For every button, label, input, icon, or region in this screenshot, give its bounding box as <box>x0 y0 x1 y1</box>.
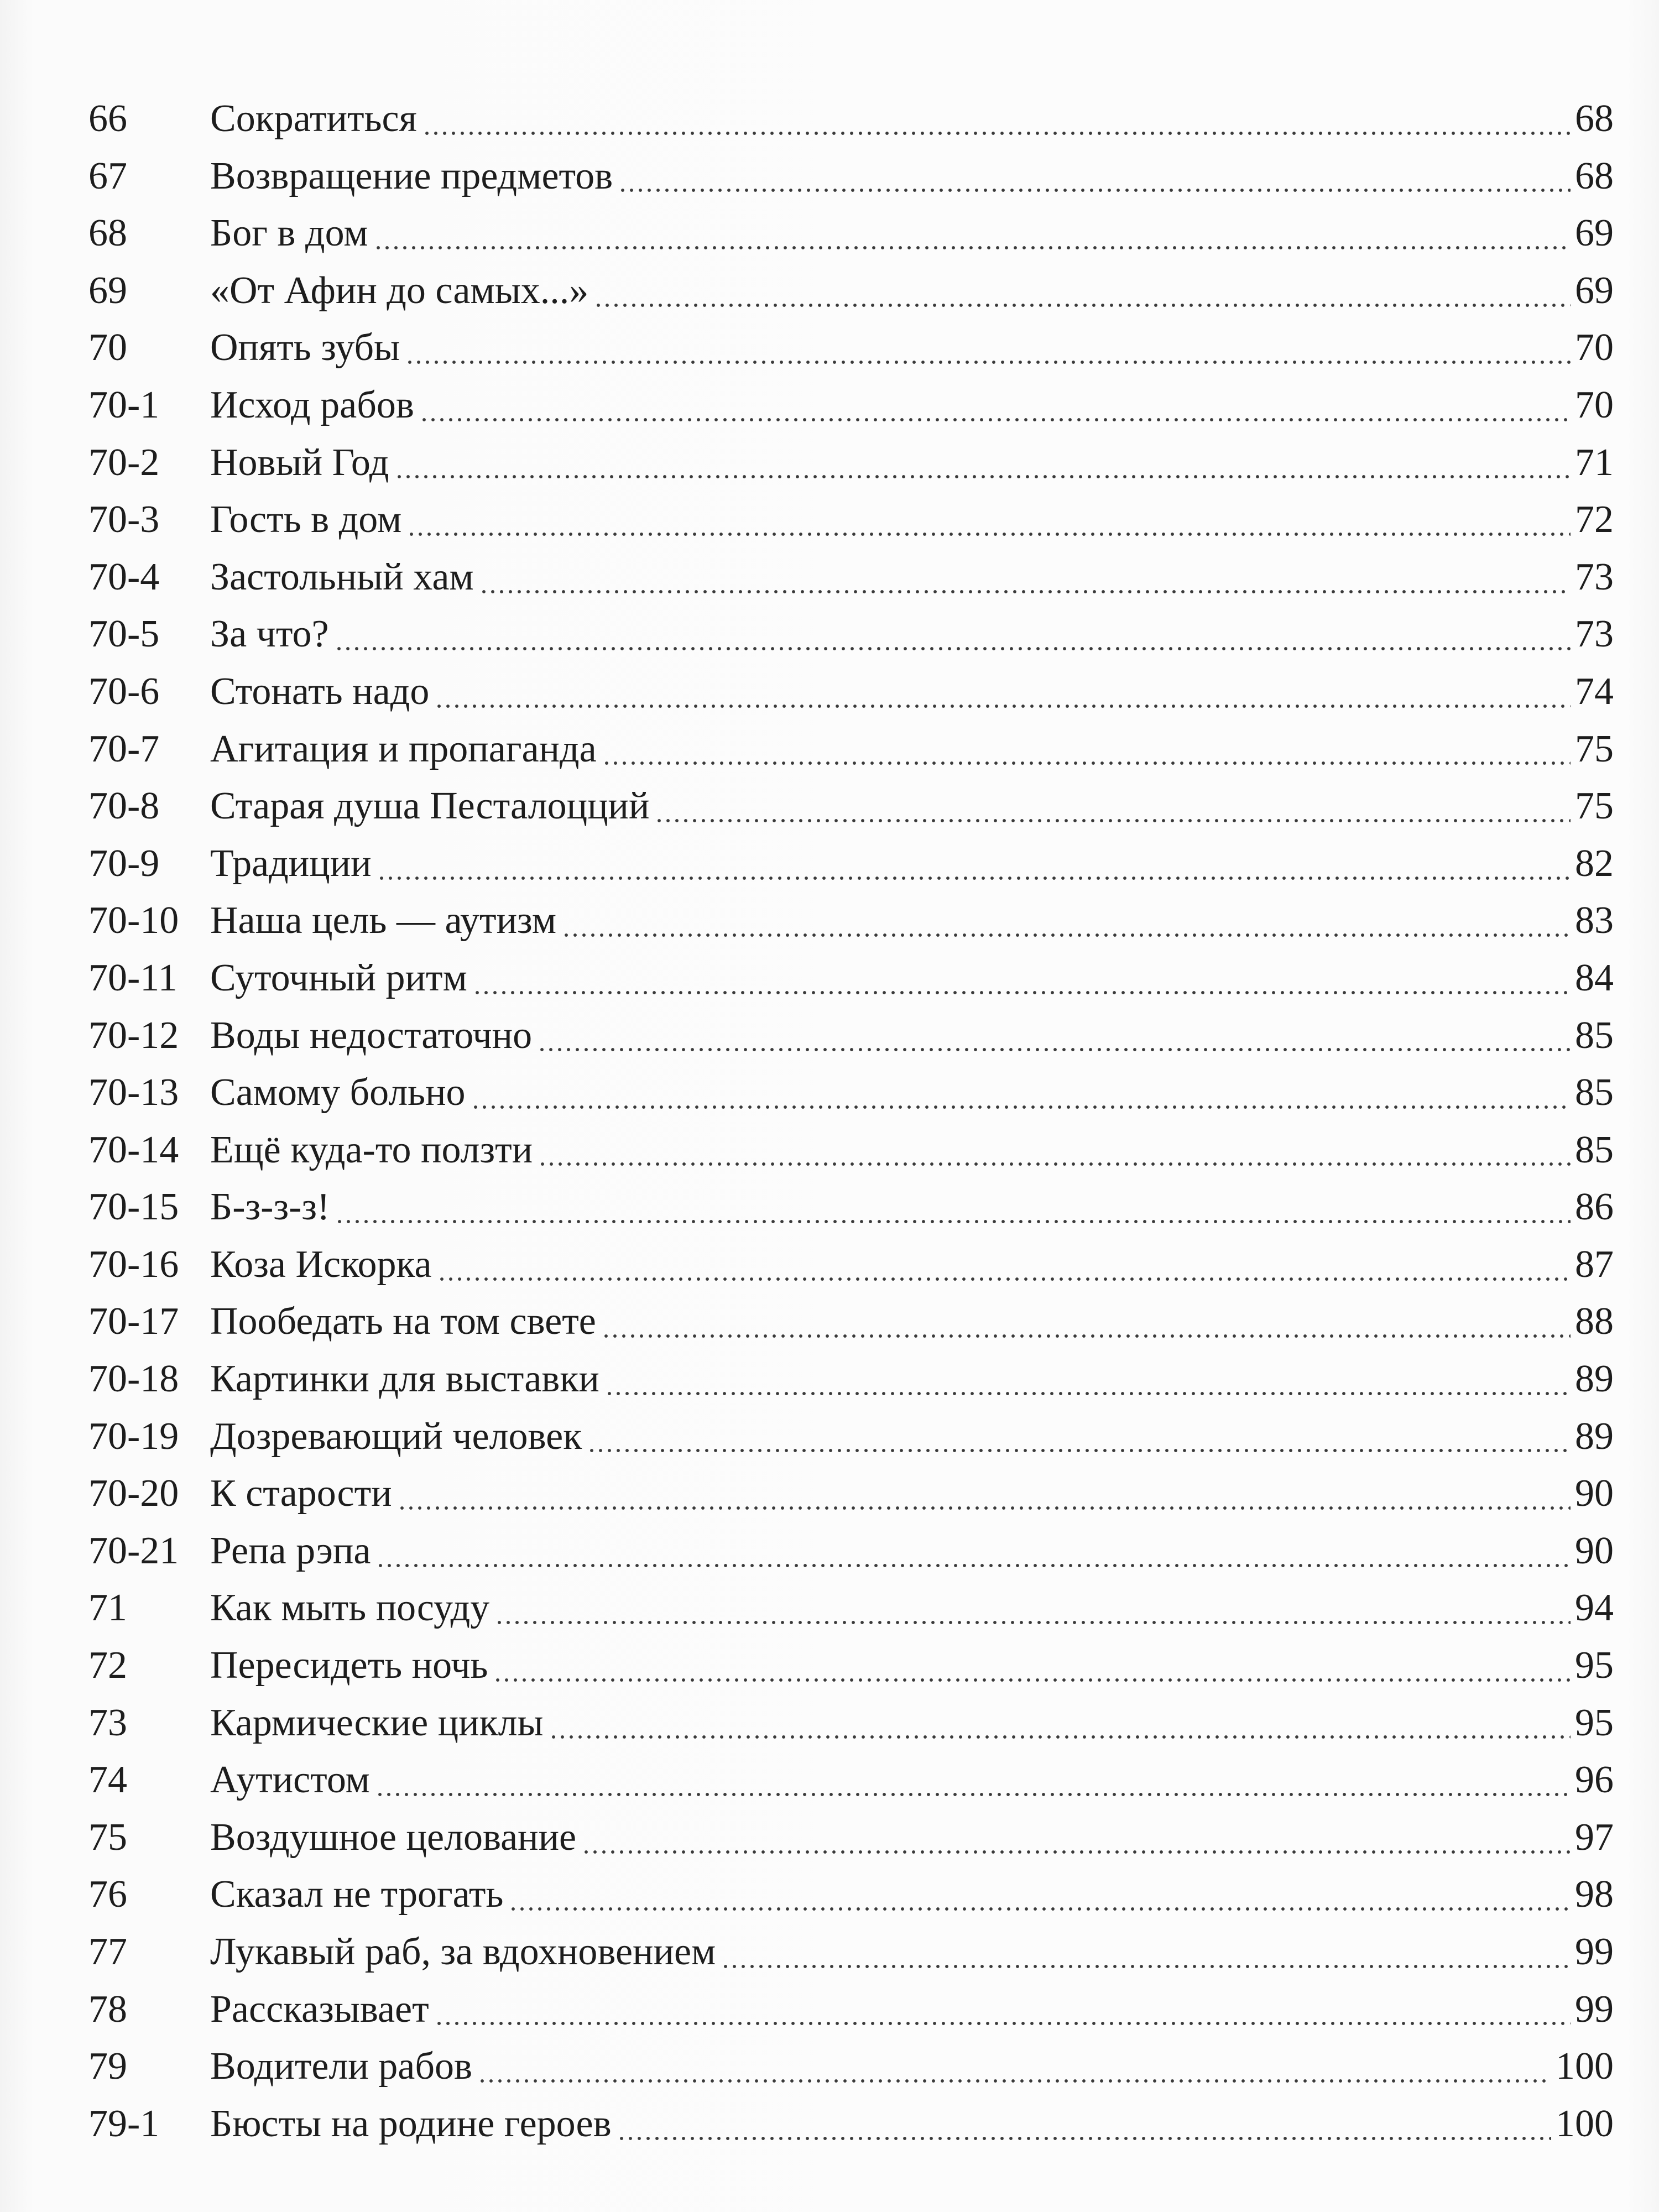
toc-entry-number: 70-8 <box>88 785 160 828</box>
toc-entry-page: 95 <box>1575 1644 1614 1687</box>
table-of-contents <box>88 90 1614 2152</box>
dot-leader <box>582 1849 1571 1855</box>
toc-entry-title: Исход рабов <box>210 383 414 426</box>
toc-entry-page: 71 <box>1575 441 1614 484</box>
dot-leader <box>721 1964 1571 1969</box>
toc-entry <box>88 205 1614 262</box>
dot-leader <box>618 187 1571 193</box>
dot-leader <box>375 1792 1571 1797</box>
toc-entry <box>88 1121 1614 1179</box>
toc-entry-title: Бог в дом <box>210 212 368 255</box>
toc-entry-title: Суточный ритм <box>210 956 467 999</box>
dot-leader <box>602 1333 1571 1339</box>
toc-entry-page: 86 <box>1575 1186 1614 1229</box>
toc-entry-number: 70-2 <box>88 441 160 484</box>
toc-entry <box>88 377 1614 434</box>
toc-entry-title: Традиции <box>210 842 372 885</box>
dot-leader <box>374 245 1571 251</box>
toc-entry-title: Агитация и пропаганда <box>210 727 597 770</box>
toc-entry-title: Бюсты на родине героев <box>210 2102 612 2145</box>
toc-entry-page: 89 <box>1575 1415 1614 1458</box>
toc-entry <box>88 1579 1614 1637</box>
toc-entry-title: Самому больно <box>210 1071 466 1114</box>
toc-entry <box>88 663 1614 721</box>
toc-entry-page: 70 <box>1575 383 1614 426</box>
toc-entry-number: 70-18 <box>88 1358 179 1401</box>
toc-entry-number: 72 <box>88 1644 127 1687</box>
toc-entry-title: Картинки для выставки <box>210 1358 599 1401</box>
toc-entry-title: Коза Искорка <box>210 1243 432 1286</box>
dot-leader <box>562 932 1571 938</box>
dot-leader <box>435 703 1571 709</box>
toc-entry-page: 70 <box>1575 326 1614 369</box>
toc-entry <box>88 1064 1614 1121</box>
toc-entry-page: 98 <box>1575 1873 1614 1916</box>
toc-entry <box>88 778 1614 835</box>
toc-entry-page: 90 <box>1575 1529 1614 1572</box>
toc-entry-page: 100 <box>1556 2102 1614 2145</box>
toc-entry <box>88 2038 1614 2095</box>
toc-entry <box>88 148 1614 205</box>
dot-leader <box>617 2136 1551 2141</box>
toc-entry-title: Сказал не трогать <box>210 1873 504 1916</box>
toc-entry-title: За что? <box>210 613 329 656</box>
toc-entry-title: Возвращение предметов <box>210 154 613 197</box>
toc-entry <box>88 1981 1614 2038</box>
toc-entry-number: 70-10 <box>88 899 179 942</box>
dot-leader <box>437 1276 1571 1282</box>
dot-leader <box>478 2078 1551 2084</box>
toc-entry <box>88 434 1614 492</box>
toc-entry-title: Новый Год <box>210 441 389 484</box>
toc-entry <box>88 1007 1614 1065</box>
toc-entry-page: 75 <box>1575 727 1614 770</box>
toc-entry-title: Лукавый раб, за вдохновением <box>210 1931 716 1973</box>
dot-leader <box>493 1677 1571 1683</box>
dot-leader <box>420 417 1571 422</box>
toc-entry-page: 73 <box>1575 555 1614 598</box>
toc-entry-page: 89 <box>1575 1358 1614 1401</box>
toc-entry-title: Опять зубы <box>210 326 400 369</box>
toc-entry-number: 70-19 <box>88 1415 179 1458</box>
dot-leader <box>479 589 1571 594</box>
toc-entry-number: 70-15 <box>88 1186 179 1229</box>
toc-entry-number: 70-13 <box>88 1071 179 1114</box>
dot-leader <box>594 302 1571 308</box>
toc-entry-page: 97 <box>1575 1815 1614 1859</box>
toc-entry-number: 70-4 <box>88 555 160 598</box>
toc-entry-page: 72 <box>1575 498 1614 541</box>
toc-entry <box>88 835 1614 893</box>
toc-entry-title: Ещё куда-то ползти <box>210 1128 533 1171</box>
toc-entry-number: 67 <box>88 154 127 197</box>
dot-leader <box>376 1563 1571 1568</box>
toc-entry <box>88 1350 1614 1408</box>
toc-entry-number: 78 <box>88 1987 127 2031</box>
toc-entry <box>88 262 1614 320</box>
toc-entry <box>88 90 1614 148</box>
toc-entry <box>88 1293 1614 1350</box>
dot-leader <box>538 1161 1571 1167</box>
toc-entry <box>88 1751 1614 1809</box>
toc-entry-page: 100 <box>1556 2045 1614 2088</box>
dot-leader <box>495 1620 1571 1625</box>
toc-entry-number: 70-16 <box>88 1243 179 1286</box>
toc-entry-title: Застольный хам <box>210 555 474 598</box>
toc-entry-page: 82 <box>1575 842 1614 885</box>
dot-leader <box>435 2021 1571 2026</box>
toc-entry-page: 85 <box>1575 1128 1614 1171</box>
toc-entry-title: Как мыть посуду <box>210 1587 490 1630</box>
toc-entry-page: 75 <box>1575 785 1614 828</box>
toc-entry-page: 95 <box>1575 1701 1614 1744</box>
toc-entry <box>88 1522 1614 1580</box>
toc-entry-title: Рассказывает <box>210 1987 429 2031</box>
dot-leader <box>509 1906 1571 1912</box>
toc-entry-number: 70-21 <box>88 1529 179 1572</box>
toc-entry-number: 70-9 <box>88 842 160 885</box>
toc-entry-title: Репа рэпа <box>210 1529 371 1572</box>
toc-entry-number: 79 <box>88 2045 127 2088</box>
toc-entry-number: 79-1 <box>88 2102 160 2145</box>
dot-leader <box>538 1047 1571 1052</box>
toc-entry-number: 70-12 <box>88 1014 179 1057</box>
toc-entry <box>88 1923 1614 1981</box>
toc-entry <box>88 1465 1614 1522</box>
toc-entry <box>88 1694 1614 1752</box>
toc-entry-page: 68 <box>1575 154 1614 197</box>
toc-entry <box>88 1866 1614 1923</box>
toc-entry-title: Кармические циклы <box>210 1701 544 1744</box>
toc-entry-number: 76 <box>88 1873 127 1916</box>
toc-entry <box>88 892 1614 950</box>
dot-leader <box>335 1219 1571 1224</box>
toc-entry-page: 69 <box>1575 269 1614 312</box>
toc-entry <box>88 721 1614 778</box>
toc-entry-number: 66 <box>88 97 127 140</box>
dot-leader <box>398 1505 1571 1511</box>
toc-entry-number: 70 <box>88 326 127 369</box>
toc-entry-title: «От Афин до самых...» <box>210 269 589 312</box>
toc-entry <box>88 606 1614 663</box>
toc-entry-number: 69 <box>88 269 127 312</box>
toc-entry-page: 69 <box>1575 212 1614 255</box>
toc-entry-page: 90 <box>1575 1472 1614 1515</box>
dot-leader <box>655 818 1571 823</box>
toc-entry <box>88 2095 1614 2153</box>
toc-entry-number: 68 <box>88 212 127 255</box>
toc-entry <box>88 1236 1614 1293</box>
toc-entry-number: 70-11 <box>88 956 178 999</box>
dot-leader <box>587 1448 1571 1453</box>
toc-entry <box>88 491 1614 549</box>
toc-entry-title: Воды недостаточно <box>210 1014 533 1057</box>
dot-leader <box>395 474 1571 479</box>
toc-entry-page: 73 <box>1575 613 1614 656</box>
toc-entry-number: 70-1 <box>88 383 160 426</box>
toc-entry-page: 94 <box>1575 1587 1614 1630</box>
toc-entry-title: Б-з-з-з! <box>210 1186 330 1229</box>
toc-entry-page: 88 <box>1575 1300 1614 1343</box>
toc-entry-page: 87 <box>1575 1243 1614 1286</box>
toc-entry-number: 70-6 <box>88 670 160 713</box>
toc-entry-title: Воздушное целование <box>210 1815 577 1859</box>
toc-entry-page: 84 <box>1575 956 1614 999</box>
toc-entry-number: 71 <box>88 1587 127 1630</box>
toc-entry-title: Наша цель — аутизм <box>210 899 557 942</box>
toc-entry-number: 70-7 <box>88 727 160 770</box>
toc-entry <box>88 1178 1614 1236</box>
dot-leader <box>377 875 1571 881</box>
toc-entry-number: 70-5 <box>88 613 160 656</box>
toc-entry-page: 99 <box>1575 1987 1614 2031</box>
toc-entry-number: 70-3 <box>88 498 160 541</box>
dot-leader <box>405 359 1571 365</box>
dot-leader <box>549 1734 1571 1740</box>
dot-leader <box>473 990 1571 995</box>
toc-entry-title: Аутистом <box>210 1759 370 1802</box>
toc-entry-number: 74 <box>88 1759 127 1802</box>
toc-entry <box>88 1637 1614 1694</box>
toc-entry-page: 85 <box>1575 1071 1614 1114</box>
toc-entry-title: Гость в дом <box>210 498 402 541</box>
toc-entry-number: 73 <box>88 1701 127 1744</box>
toc-entry-page: 83 <box>1575 899 1614 942</box>
toc-entry-title: Сократиться <box>210 97 417 140</box>
toc-entry-title: Пообедать на том свете <box>210 1300 596 1343</box>
dot-leader <box>335 646 1571 651</box>
dot-leader <box>407 531 1571 537</box>
toc-entry <box>88 319 1614 377</box>
toc-entry <box>88 1809 1614 1866</box>
toc-entry-title: Стонать надо <box>210 670 430 713</box>
toc-entry-number: 70-20 <box>88 1472 179 1515</box>
toc-entry-title: К старости <box>210 1472 392 1515</box>
toc-entry-number: 77 <box>88 1931 127 1973</box>
toc-entry-page: 96 <box>1575 1759 1614 1802</box>
toc-entry-number: 75 <box>88 1815 127 1859</box>
toc-entry-number: 70-17 <box>88 1300 179 1343</box>
toc-entry-number: 70-14 <box>88 1128 179 1171</box>
dot-leader <box>422 131 1571 136</box>
toc-entry-page: 99 <box>1575 1931 1614 1973</box>
toc-entry-title: Пересидеть ночь <box>210 1644 488 1687</box>
toc-entry <box>88 950 1614 1007</box>
toc-entry-title: Дозревающий человек <box>210 1415 582 1458</box>
toc-entry-title: Старая душа Песталоцций <box>210 785 650 828</box>
toc-entry-page: 85 <box>1575 1014 1614 1057</box>
toc-entry <box>88 549 1614 606</box>
dot-leader <box>602 760 1571 766</box>
toc-entry-page: 68 <box>1575 97 1614 140</box>
toc-entry <box>88 1408 1614 1465</box>
toc-entry-title: Водители рабов <box>210 2045 473 2088</box>
dot-leader <box>605 1391 1571 1396</box>
toc-entry-page: 74 <box>1575 670 1614 713</box>
dot-leader <box>471 1104 1571 1110</box>
